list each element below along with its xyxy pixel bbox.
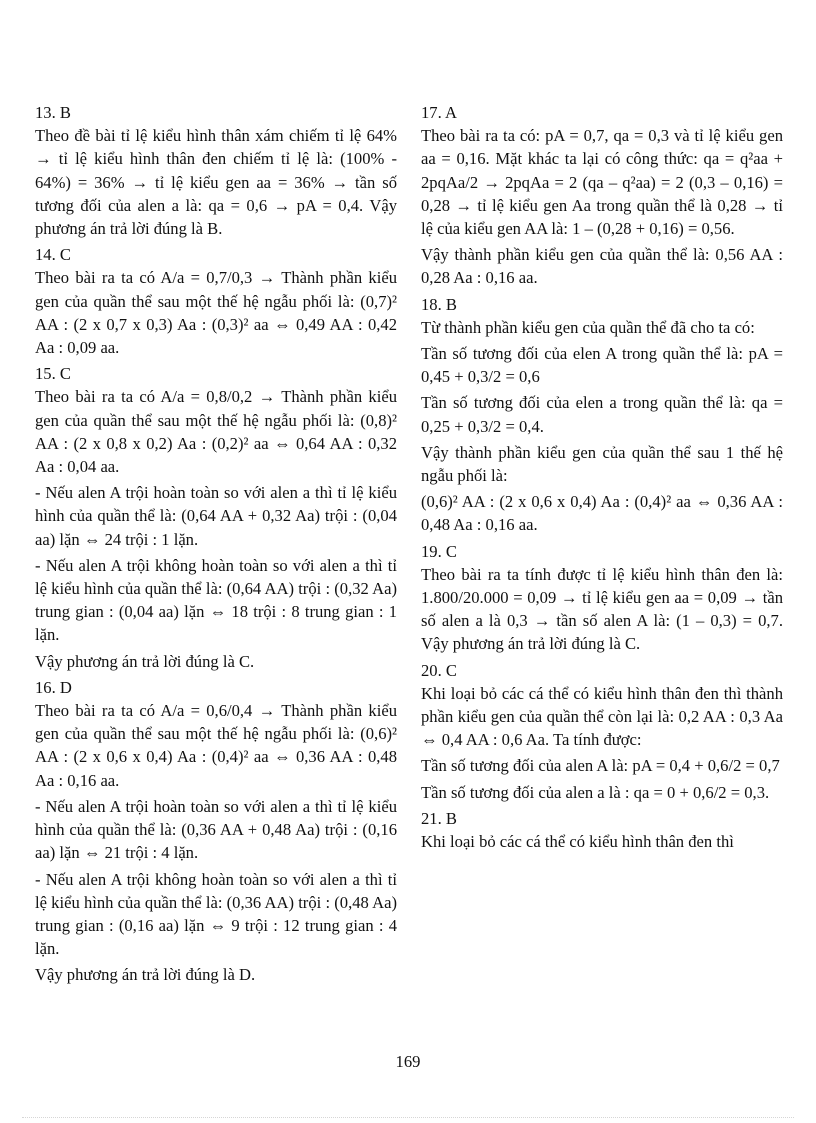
answer-heading: 18. B — [421, 294, 457, 314]
answer-heading: 20. C — [421, 660, 457, 680]
answer-paragraph: Khi loại bỏ các cá thể có kiểu hình thân đen thì — [421, 832, 734, 852]
answer-heading: 16. D — [35, 677, 72, 697]
answer-paragraph: Vậy phương án trả lời đúng là D. — [35, 965, 256, 985]
answer-heading: 13. B — [35, 103, 71, 122]
answer-heading: 14. C — [35, 245, 71, 265]
left-column — [35, 101, 397, 990]
answer-paragraph: Tần số tương đối của elen a trong quần thể là: qa = 0,25 + 0,3/2 = 0,4. — [421, 393, 783, 436]
answer-heading: 15. C — [35, 364, 71, 384]
answer-paragraph: Vậy thành phần kiểu gen của quần thể sau 1 thế hệ ngẫu phối là: — [421, 442, 783, 486]
answer-paragraph: Từ thành phần kiểu gen của quần thể đã cho ta có: — [421, 317, 755, 337]
answer-paragraph: - Nếu alen A trội không hoàn toàn so với alen a thì tỉ lệ kiểu hình của quần thể là: (0,64 AA) trội : (0,32 Aa) trung gian : (0,04 aa) lặn ⇔ 18 trội : 8 trung gian : 1 lặn. — [35, 555, 397, 645]
answer-heading: 17. A — [421, 103, 457, 122]
answer-heading: 21. B — [421, 808, 457, 828]
answer-paragraph: (0,6)² AA : (2 x 0,6 x 0,4) Aa : (0,4)² aa ⇔ 0,36 AA : 0,48 Aa : 0,16 aa. — [421, 492, 783, 535]
answer-paragraph: Tần số tương đối của alen A là: pA = 0,4 + 0,6/2 = 0,7 — [421, 756, 780, 776]
footer-divider — [22, 1117, 794, 1118]
answer-paragraph: Tần số tương đối của elen A trong quần thể là: pA = 0,45 + 0,3/2 = 0,6 — [421, 344, 783, 387]
right-column — [421, 101, 783, 856]
answer-paragraph: Theo bài ra ta có A/a = 0,7/0,3 → Thành phần kiểu gen của quần thể sau một thế hệ ngẫu phối là: (0,7)² AA : (2 x 0,7 x 0,3) Aa : (0,3)² aa ⇔ 0,49 AA : 0,42 Aa : 0,09 aa. — [35, 268, 397, 358]
answer-paragraph: Tần số tương đối của alen a là : qa = 0 + 0,6/2 = 0,3. — [421, 782, 770, 802]
answer-paragraph: Khi loại bỏ các cá thể có kiểu hình thân đen thì thành phần kiểu gen của quần thể còn lại là: 0,2 AA : 0,3 Aa ⇔ 0,4 AA : 0,6 Aa. Ta tính được: — [421, 683, 783, 750]
answer-paragraph: Theo bài ra ta có: pA = 0,7, qa = 0,3 và tỉ lệ kiểu gen aa = 0,16. Mặt khác ta lại có công thức: qa = q²aa + 2pqAa/2 → 2pqAa = 2 (qa – q²aa) = 2 (0,3 – 0,16) = 0,28 → tỉ lệ kiểu gen Aa trong quần thể là 0,28 → tỉ lệ của kiểu gen AA là: 1 – (0,28 + 0,16) = 0,56. — [421, 126, 783, 239]
answer-paragraph: Theo bài ra ta có A/a = 0,6/0,4 → Thành phần kiểu gen của quần thể sau một thế hệ ngẫu phối là: (0,6)² AA : (2 x 0,6 x 0,4) Aa : (0,4)² aa ⇔ 0,36 AA : 0,48 Aa : 0,16 aa. — [35, 701, 397, 790]
answer-paragraph: - Nếu alen A trội hoàn toàn so với alen a thì tỉ lệ kiểu hình của quần thể là: (0,36 AA + 0,48 Aa) trội : (0,16 aa) lặn ⇔ 21 trội : 4 lặn. — [35, 796, 397, 863]
answer-paragraph: Theo đề bài tỉ lệ kiểu hình thân xám chiếm tỉ lệ 64% → tỉ lệ kiểu hình thân đen chiếm tỉ lệ là: (100% - 64%) = 36% → tỉ lệ kiểu gen aa = 36% → tần số tương đối của alen a là: qa = 0,6 → pA = 0,4. Vậy phương án trả lời đúng là B. — [35, 126, 397, 239]
answer-paragraph: Vậy thành phần kiểu gen của quần thể là: 0,56 AA : 0,28 Aa : 0,16 aa. — [421, 245, 783, 288]
answer-paragraph: - Nếu alen A trội không hoàn toàn so với alen a thì tỉ lệ kiểu hình của quần thể là: (0,36 AA) trội : (0,48 Aa) trung gian : (0,16 aa) lặn ⇔ 9 trội : 12 trung gian : 4 lặn. — [35, 869, 397, 959]
answer-paragraph: Theo bài ra ta có A/a = 0,8/0,2 → Thành phần kiểu gen của quần thể sau một thế hệ ngẫu phối là: (0,8)² AA : (2 x 0,8 x 0,2) Aa : (0,2)² aa ⇔ 0,64 AA : 0,32 Aa : 0,04 aa. — [35, 387, 397, 477]
page-number: 169 — [395, 1052, 421, 1071]
answer-paragraph: Theo bài ra ta tính được tỉ lệ kiểu hình thân đen là: 1.800/20.000 = 0,09 → tỉ lệ kiểu gen aa = 0,09 → tần số alen a là 0,3 → tần số alen A là: (1 – 0,3) = 0,7. Vậy phương án trả lời đúng là C. — [421, 564, 783, 654]
answer-paragraph: Vậy phương án trả lời đúng là C. — [35, 651, 255, 671]
answer-heading: 19. C — [421, 541, 457, 561]
answer-paragraph: - Nếu alen A trội hoàn toàn so với alen a thì tỉ lệ kiểu hình của quần thể là: (0,64 AA + 0,32 Aa) trội : (0,04 aa) lặn ⇔ 24 trội : 1 lặn. — [35, 483, 397, 549]
